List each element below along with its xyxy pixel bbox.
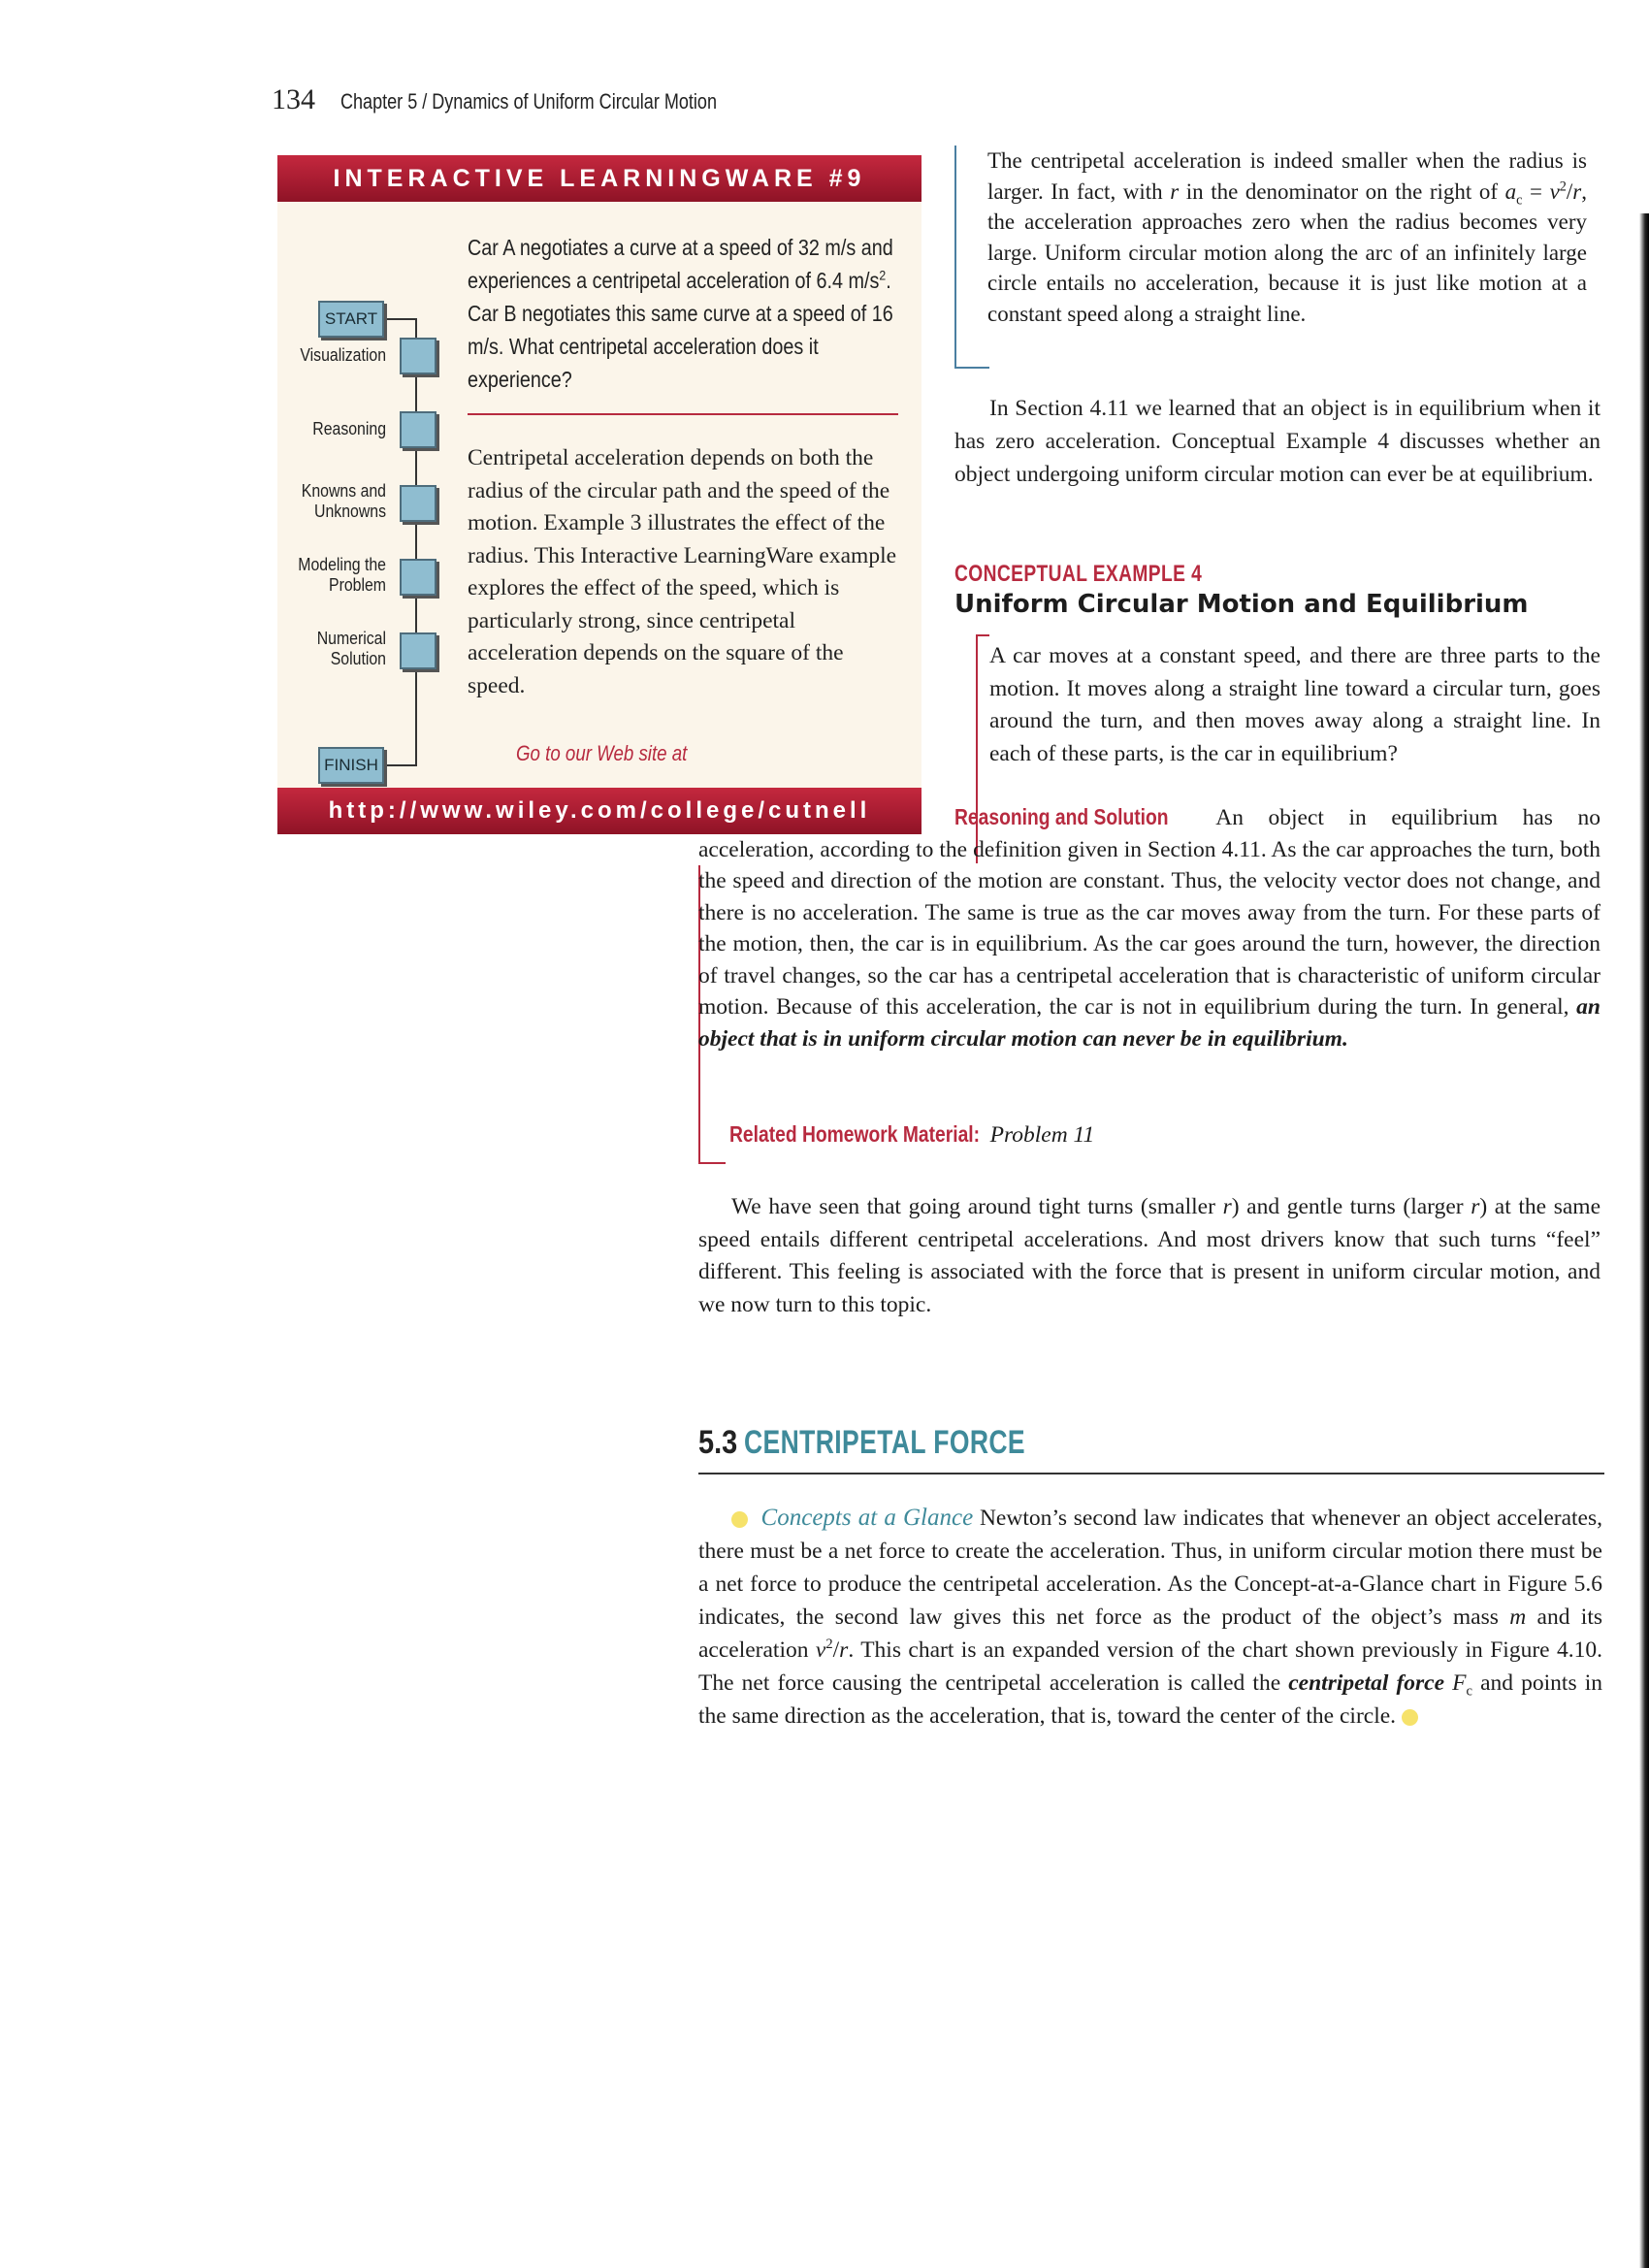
callout-mask <box>989 361 1610 371</box>
turns-paragraph: We have seen that going around tight turns (smaller r) and gentle turns (larger r) at the same speed entails different centripetal accelerations. And most drivers know that such turns “feel” different. This feeling is associated with the force that is present in uniform circular motion, and we now turn to this topic. <box>698 1194 1601 1317</box>
scan-edge-shadow <box>1639 0 1649 2268</box>
related-homework-value[interactable]: Problem 11 <box>989 1122 1095 1148</box>
section-title: CENTRIPETAL FORCE <box>744 1424 1026 1461</box>
learningware-url-link[interactable]: http://www.wiley.com/college/cutnell <box>277 788 922 834</box>
flow-line <box>415 318 417 766</box>
learningware-banner: INTERACTIVE LEARNINGWARE #9 <box>277 155 922 202</box>
answer-callout <box>954 146 1602 369</box>
learningware-flowchart <box>277 202 448 788</box>
related-homework-label: Related Homework Material: <box>729 1121 981 1147</box>
learningware-question: Car A negotiates a curve at a speed of 32 m/s and experiences a centripetal acceleration of 6.4 $m/s^2$. Car B negotiates this same curve at a speed of 16 m/s. What centripetal acceleration does it experience? <box>468 235 893 392</box>
finish-button[interactable]: FINISH <box>318 747 384 784</box>
example-bracket <box>698 1162 726 1164</box>
step-modeling-box[interactable] <box>400 559 436 596</box>
example-bracket <box>976 634 989 636</box>
section-number: 5.3 <box>698 1424 738 1461</box>
step-reasoning-label: Reasoning <box>312 419 386 438</box>
flow-connector <box>382 318 417 320</box>
step-knowns-label: Knowns and Unknowns <box>301 481 386 521</box>
page-header <box>272 83 799 116</box>
concepts-at-a-glance-label: Concepts at a Glance <box>760 1505 974 1531</box>
step-numerical-box[interactable] <box>400 632 436 669</box>
equilibrium-paragraph: In Section 4.11 we learned that an object is in equilibrium when it has zero acceleration. Conceptual Example 4 discusses whether an object undergoing uniform circular motion can ever be at equilibrium. <box>954 396 1600 487</box>
conceptual-example-title: Uniform Circular Motion and Equilibrium <box>954 590 1529 619</box>
flow-connector <box>382 764 417 766</box>
reasoning-label: Reasoning and Solution <box>954 804 1169 829</box>
related-homework <box>729 1121 1094 1149</box>
running-head: Chapter 5 / Dynamics of Uniform Circular Motion <box>340 89 717 113</box>
conceptual-example-label: CONCEPTUAL EXAMPLE 4 <box>954 561 1203 587</box>
learningware-divider <box>468 413 898 415</box>
step-visualization-label: Visualization <box>300 345 386 365</box>
scan-edge-top <box>1639 0 1649 213</box>
conceptual-example-solution-text: Reasoning and Solution An object in equilibrium has no acceleration, according to the definition given in Section 4.11. As the car approaches the turn, both the speed and direction of the motion are constant. Thus, the velocity vector does not change, and there is no acceleration. The same is true as the car moves away from the turn. For these parts of the motion, then, the car is in equilibrium. As the car goes around the turn, however, the direction of travel changes, so the car has a centripetal acceleration that is characteristic of uniform circular motion. Because of this acceleration, the car is not in equilibrium during the turn. In general, an object that is in uniform circular motion can never be in equilibrium. <box>698 801 1600 1054</box>
learningware-cta: Go to our Web site at <box>516 741 688 765</box>
step-visualization-box[interactable] <box>400 338 436 374</box>
conceptual-example-problem: A car moves at a constant speed, and there are three parts to the motion. It moves along a straight line toward a circular turn, goes around the turn, and then moves away along a straight line. In each of these parts, is the car in equilibrium? <box>989 643 1600 766</box>
step-numerical-label: Numerical Solution <box>316 629 386 668</box>
step-reasoning-box[interactable] <box>400 411 436 448</box>
section-heading <box>698 1424 1604 1474</box>
page-number: 134 <box>272 83 315 115</box>
step-modeling-label: Modeling the Problem <box>298 555 386 595</box>
answer-callout-text: The centripetal acceleration is indeed smaller when the radius is larger. In fact, with r in the denominator on the right of $a_c = v^2/r$, the acceleration approaches zero when the radius becomes very large. Uniform circular motion along the arc of an infinitely large circle entails no acceleration, because it is just like motion at a constant speed along a straight line. <box>987 148 1587 326</box>
concepts-paragraph: Concepts at a Glance Newton’s second law indicates that whenever an object accelerates, there must be a net force to create the acceleration. Thus, in uniform circular motion there must be a net force to produce the centripetal acceleration. As the Concept-at-a-Glance chart in Figure 5.6 indicates, the second law gives this net force as the product of the object’s mass m and its acceleration $v^2/r$. This chart is an expanded version of the chart shown previously in Figure 4.10. The net force causing the centripetal acceleration is called the centripetal force $F_c$ and points in the same direction as the acceleration, that is, toward the center of the circle. <box>698 1505 1602 1729</box>
concept-end-bullet-icon <box>1402 1709 1418 1726</box>
learningware-box <box>277 155 922 834</box>
learningware-body: Centripetal acceleration depends on both the radius of the circular path and the speed of the motion. Example 3 illustrates the effect of the radius. This Interactive LearningWare example explores the effect of the speed, which is particularly strong, since centripetal acceleration depends on the square of the speed. <box>468 445 897 698</box>
start-button[interactable]: START <box>318 301 384 338</box>
step-knowns-box[interactable] <box>400 485 436 522</box>
concept-bullet-icon <box>731 1511 748 1528</box>
